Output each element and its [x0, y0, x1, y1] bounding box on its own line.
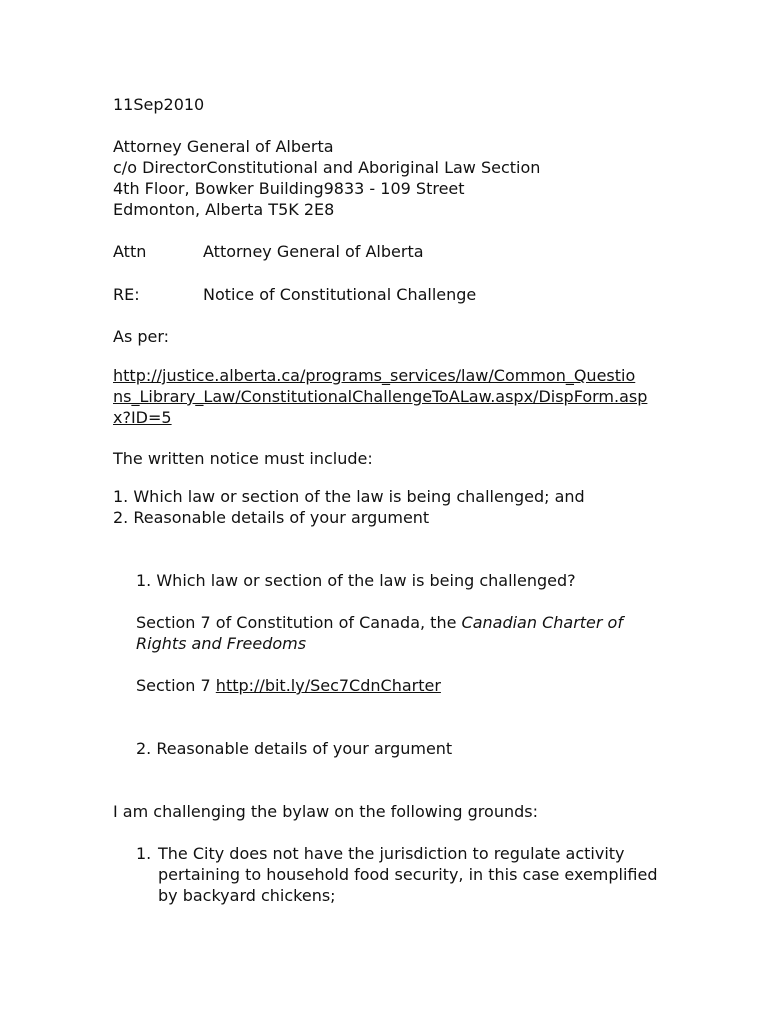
- section7-prefix: Section 7: [136, 676, 216, 695]
- attn-label: Attn: [113, 242, 147, 261]
- as-per-text: As per:: [113, 327, 170, 346]
- source-url-line-2[interactable]: ns_Library_Law/ConstitutionalChallengeToALaw.aspx/DispForm.asp: [113, 387, 648, 406]
- ground-1-line-2: pertaining to household food security, in this case exemplified: [158, 865, 658, 884]
- address-line-3: 4th Floor, Bowker Building9833 - 109 Street: [113, 179, 465, 198]
- q1-heading: 1. Which law or section of the law is being challenged?: [136, 571, 576, 590]
- q1-answer-line-1: [136, 612, 623, 633]
- ground-1-line-1: The City does not have the jurisdiction to regulate activity: [158, 844, 625, 863]
- section7-line: [136, 675, 441, 696]
- source-url-line-3[interactable]: x?ID=5: [113, 408, 172, 427]
- re-label: RE:: [113, 285, 140, 304]
- notice-intro: The written notice must include:: [113, 449, 373, 468]
- grounds-intro: I am challenging the bylaw on the following grounds:: [113, 802, 538, 821]
- ground-1-number: 1.: [136, 844, 152, 863]
- letter-date: 11Sep2010: [113, 95, 205, 114]
- charter-link[interactable]: http://bit.ly/Sec7CdnCharter: [215, 676, 441, 695]
- address-line-2: c/o DirectorConstitutional and Aboriginal Law Section: [113, 158, 541, 177]
- q1-answer-line-2: [136, 633, 306, 654]
- q1-answer-text: Section 7 of Constitution of Canada, the: [136, 613, 462, 632]
- re-value: Notice of Constitutional Challenge: [203, 285, 477, 304]
- charter-title-part-1: Canadian Charter of: [461, 613, 623, 632]
- requirement-1: 1. Which law or section of the law is being challenged; and: [113, 487, 585, 506]
- source-url-line-1[interactable]: http://justice.alberta.ca/programs_services/law/Common_Questio: [113, 366, 636, 385]
- q2-heading: 2. Reasonable details of your argument: [136, 739, 453, 758]
- ground-1-line-3: by backyard chickens;: [158, 886, 336, 905]
- attn-value: Attorney General of Alberta: [203, 242, 424, 261]
- requirement-2: 2. Reasonable details of your argument: [113, 508, 430, 527]
- charter-title-part-2: Rights and Freedoms: [136, 634, 307, 653]
- address-line-4: Edmonton, Alberta T5K 2E8: [113, 200, 335, 219]
- address-line-1: Attorney General of Alberta: [113, 137, 334, 156]
